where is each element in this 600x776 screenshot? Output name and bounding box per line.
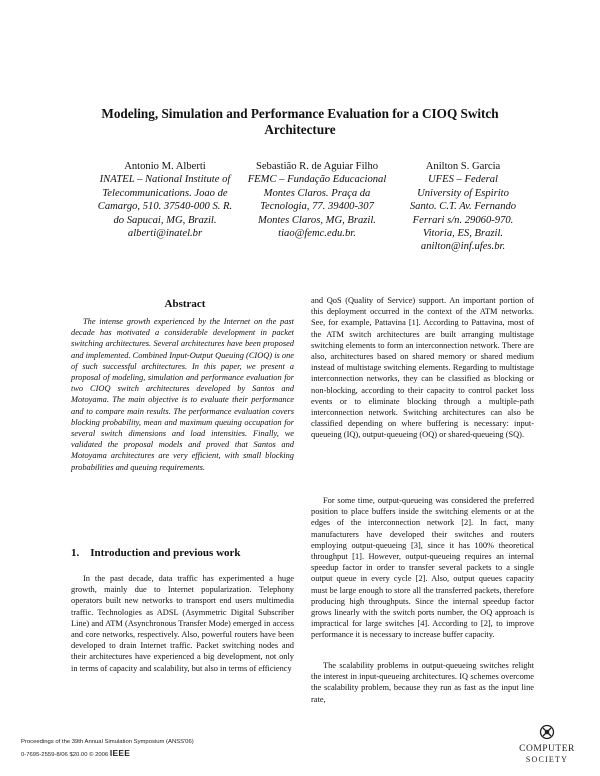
author-email: anilton@inf.ufes.br. [420,241,506,253]
author-affiliation-line: Ferrari s/n. 29060-970. [412,214,514,226]
author-email: alberti@inatel.br [127,228,203,240]
author-name: Anilton S. Garcia [425,161,501,172]
author-name: Sebastião R. de Aguiar Filho [255,161,379,172]
author-affiliation-line: Montes Claros, MG, Brazil. [258,214,376,226]
body-paragraph: For some time, output-queueing was considered the preferred position to place buffers inside the switching elements or at the edges of the interconnection network [2]. In fact, many manufacturers have developed their switches and routers employing output-queueing [3], since it has 100% theoretical throughput [1]. However, output-queueing requires an internal speedup factor in order to transfer several packets to a single output queue in every cycle [2]. Also, output queues capacity must be large enough to store all the transferred packets, therefore producing high throughputs. Since the internal speedup factor grows linearly with the switch ports number, the OQ approach is impractical for large switches [4]. According to [2], to improve performance it is necessary to increase buffer capacity. [311,496,534,640]
body-paragraph: and QoS (Quality of Service) support. An important portion of this deployment occurred in the context of the ATM networks. See, for example, Pattavina [1]. According to Pattavina, most of the ATM switch architectures are built arranging multistage switching elements to form an interconnection network. There are also, architectures based on shared memory or shared medium instead of multistage switching elements. Regarding to multistage interconnection networks, they can be classified as blocking or non-blocking, according to their capacity to control packet loss events or to eliminate blocking through a multiple-path interconnection network. Switching architectures can also be classified depending on where buffering is necessary: input-queueing (IQ), output-queueing (OQ) or shared-queueing (SQ). [311,296,534,440]
author-affiliation-line: Santo. C.T. Av. Fernando [409,201,517,213]
author-affiliation-line: Telecommunications. Joao de [102,187,228,199]
author-affiliation-line: Camargo, 510. 37540-000 S. R. [97,201,233,213]
paper-title [60,106,540,138]
author-block [80,160,250,240]
author-affiliation-line: Montes Claros. Praça da [263,187,371,199]
computer-society-emblem-icon [541,726,554,739]
isbn-price-line [21,749,130,759]
author-affiliation-line: Tecnologia, 77. 39400-307 [260,201,374,213]
logo-text-computer: COMPUTER [519,744,575,754]
section-heading: 1. Introduction and previous work [71,547,241,559]
proceedings-citation: Proceedings of the 39th Annual Simulation Symposium (ANSS'06) [21,739,194,745]
author-affiliation-line: INATEL – National Institute of [99,174,231,186]
author-block [237,160,397,240]
author-affiliation-line: FEMC – Fundação Educacional [247,174,387,186]
abstract-text: The intense growth experienced by the Internet on the past decade has motivated a considerable development in packet switching architectures. Several architectures have been proposed and implemented. Combined Input-Output Queuing (CIOQ) is one of such successful architectures. In this paper, we present a proposal of modeling, simulation and performance evaluation for two CIOQ switch architectures developed by Santos and Motoyama. The main objective is to evaluate their performance and to compare main results. The performance evaluation covers blocking probability, mean and maximum queuing occupation for several switch dimensions and load intensities. Finally, we validated the proposal models and proved that Santos and Motoyama architectures are very efficient, with small blocking probabilities and queuing requirements. [71,317,294,472]
author-block [393,160,533,254]
computer-society-logo [512,722,582,768]
author-affiliation-line: do Sapucai, MG, Brazil. [113,214,217,226]
logo-text-society: SOCIETY [525,755,569,764]
author-affiliation-line: University of Espirito [417,187,509,199]
isbn-text: 0-7695-2559-8/06 $20.00 © 2006 [21,752,109,758]
ieee-wordmark: IEEE [109,748,131,758]
paper-title-line-1: Modeling, Simulation and Performance Evaluation for a CIOQ Switch [101,106,499,121]
author-affiliation-line: UFES – Federal [427,174,499,186]
author-affiliation-line: Vitoria, ES, Brazil. [422,228,504,240]
author-name: Antonio M. Alberti [124,161,206,172]
paper-title-line-2: Architecture [264,122,336,137]
body-paragraph: In the past decade, data traffic has experimented a huge growth, mainly due to Internet popularization. Telephony operators built new networks to transport end users multimedia traffic. Technologies as ADSL (Asymmetric Digital Subscriber Line) and ATM (Asynchronous Transfer Mode) emerged in access and core networks, respectively. Also, powerful routers have been developed to drain Internet traffic. Packet switching nodes and their architectures have experienced a big development, not only in terms of capacity and scalability, but also in terms of efficiency [71,574,294,673]
abstract-heading: Abstract [164,298,206,310]
body-paragraph: The scalability problems in output-queueing switches relight the interest in input-queueing architectures. IQ schemes overcome the scalability problem, because they run as fast as the input line rate, [311,661,534,704]
author-email: tiao@femc.edu.br. [278,228,356,240]
